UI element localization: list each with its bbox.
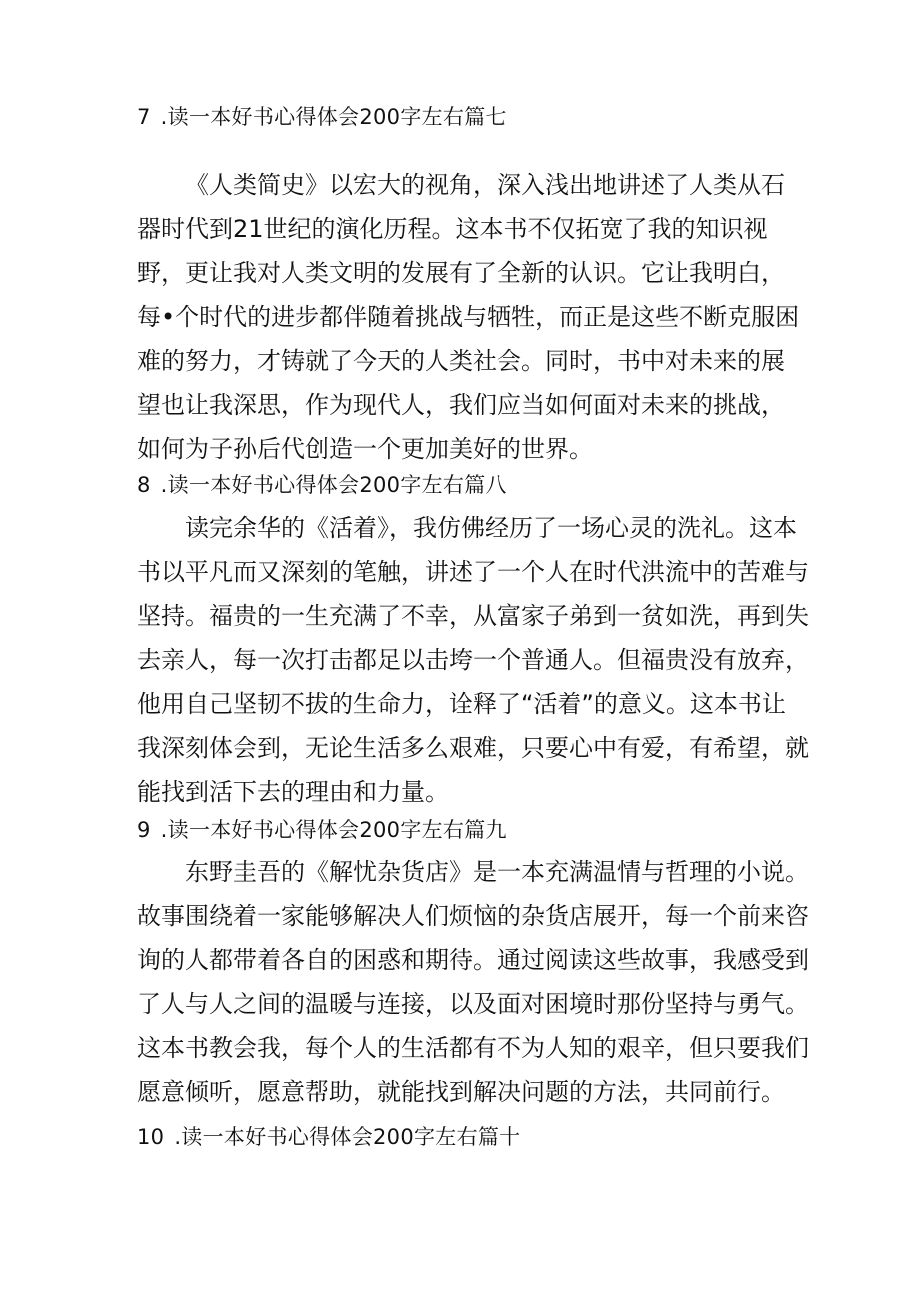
section-number: 8 xyxy=(137,473,151,497)
paragraph-line: 他用自己坚韧不拔的生命力，诠释了“活着”的意义。这本书让 xyxy=(137,690,786,718)
paragraph-line: 器时代到21世纪的演化历程。这本书不仅拓宽了我的知识视 xyxy=(137,215,768,243)
paragraph-line: 能找到活下去的理由和力量。 xyxy=(137,778,449,806)
section-number: 9 xyxy=(137,818,151,842)
paragraph-line: 故事围绕着一家能够解决人们烦恼的杂货店展开，每一个前来咨 xyxy=(137,902,809,930)
paragraph-line: 读完余华的《活着》，我仿佛经历了一场心灵的洗礼。这本 xyxy=(185,514,797,542)
paragraph-line: 了人与人之间的温暖与连接，以及面对困境时那份坚持与勇气。 xyxy=(137,990,809,1018)
section-title: .读一本好书心得体会200字左右篇七 xyxy=(160,105,507,129)
paragraph-line: 坚持。福贵的一生充满了不幸，从富家子弟到一贫如洗，再到失 xyxy=(137,602,809,630)
paragraph-line: 野，更让我对人类文明的发展有了全新的认识。它让我明白， xyxy=(137,259,785,287)
section-paragraph-9 xyxy=(137,850,809,1114)
paragraph-line: 如何为子孙后代创造一个更加美好的世界。 xyxy=(137,435,593,463)
paragraph-line: 东野圭吾的《解忧杂货店》是一本充满温情与哲理的小说。 xyxy=(185,858,809,886)
section-title: .读一本好书心得体会200字左右篇十 xyxy=(174,1125,521,1149)
section-number: 10 xyxy=(137,1125,165,1149)
section-heading-7 xyxy=(137,102,507,132)
paragraph-line: 每•个时代的进步都伴随着挑战与牺牲，而正是这些不断克服困 xyxy=(137,303,800,331)
paragraph-line: 望也让我深思，作为现代人，我们应当如何面对未来的挑战， xyxy=(137,391,785,419)
paragraph-line: 《人类简史》以宏大的视角，深入浅出地讲述了人类从石 xyxy=(185,171,785,199)
section-title: .读一本好书心得体会200字左右篇九 xyxy=(160,818,507,842)
section-heading-10 xyxy=(137,1122,521,1152)
paragraph-line: 我深刻体会到，无论生活多么艰难，只要心中有爱，有希望，就 xyxy=(137,734,809,762)
section-title: .读一本好书心得体会200字左右篇八 xyxy=(160,473,507,497)
paragraph-line: 询的人都带着各自的困惑和期待。通过阅读这些故事，我感受到 xyxy=(137,946,809,974)
section-paragraph-7 xyxy=(137,163,800,471)
paragraph-line: 书以平凡而又深刻的笔触，讲述了一个人在时代洪流中的苦难与 xyxy=(137,558,809,586)
section-heading-9 xyxy=(137,815,507,845)
paragraph-line: 去亲人，每一次打击都足以击垮一个普通人。但福贵没有放弃， xyxy=(137,646,809,674)
paragraph-line: 难的努力，才铸就了今天的人类社会。同时，书中对未来的展 xyxy=(137,347,785,375)
paragraph-line: 这本书教会我，每个人的生活都有不为人知的艰辛，但只要我们 xyxy=(137,1034,809,1062)
section-paragraph-8 xyxy=(137,506,809,814)
paragraph-line: 愿意倾听，愿意帮助，就能找到解决问题的方法，共同前行。 xyxy=(137,1078,785,1106)
section-heading-8 xyxy=(137,470,507,500)
section-number: 7 xyxy=(137,105,151,129)
